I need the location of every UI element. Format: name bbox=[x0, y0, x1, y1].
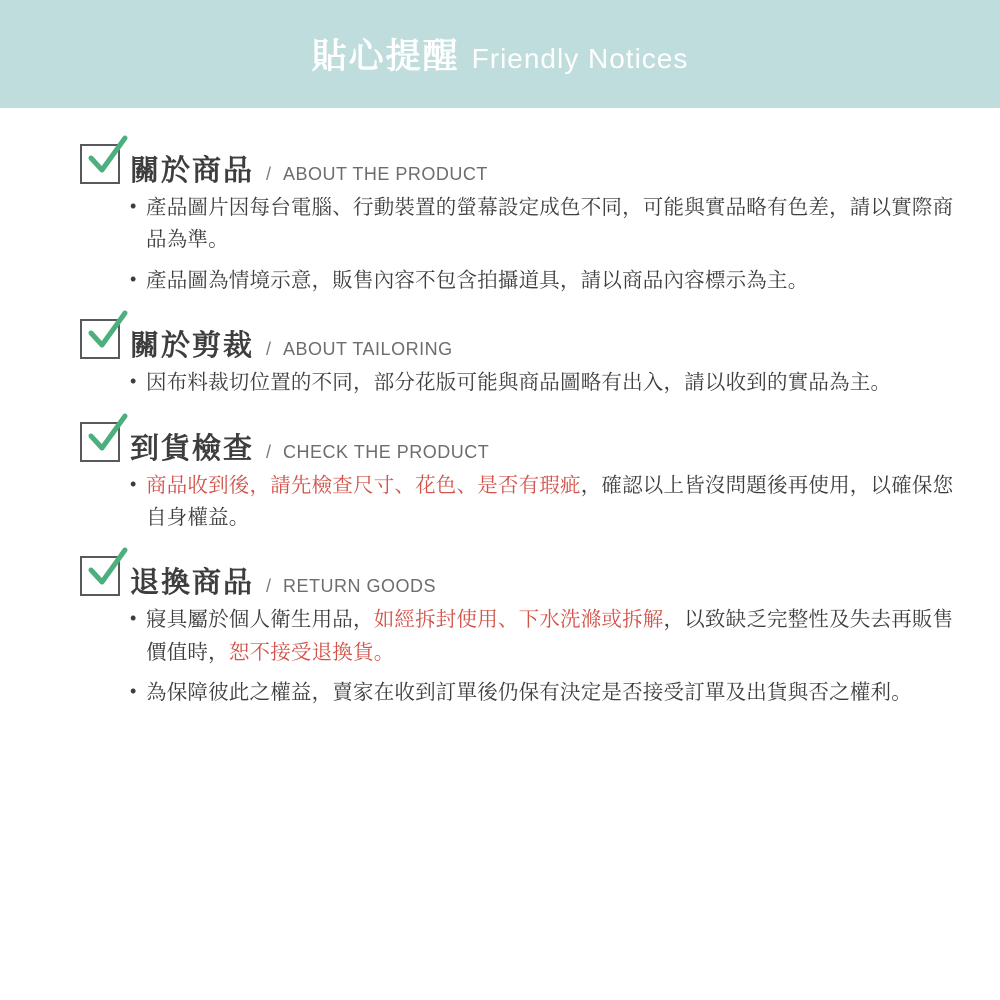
bullet-text: ，確認以上皆沒問題後再使用，以確保您自身權益。 bbox=[146, 473, 954, 529]
notice-section-return bbox=[30, 556, 970, 709]
bullet-text-highlight: 商品收到後，請先檢查尺寸、花色、是否有瑕疵 bbox=[146, 473, 581, 497]
checkbox-checked-icon bbox=[80, 422, 120, 462]
bullet-text-highlight: 如經拆封使用、下水洗滌或拆解 bbox=[373, 608, 664, 632]
list-item bbox=[130, 367, 970, 399]
section-title-zh: 關於商品 bbox=[130, 155, 255, 187]
section-title-zh: 退換商品 bbox=[130, 567, 255, 600]
section-header bbox=[80, 144, 970, 186]
section-header bbox=[80, 319, 970, 361]
bullet-text: 寢具屬於個人衛生用品， bbox=[146, 608, 374, 632]
section-separator: / bbox=[266, 441, 272, 462]
section-header bbox=[80, 422, 970, 464]
checkbox-checked-icon bbox=[80, 556, 120, 596]
notice-section-check bbox=[30, 422, 970, 535]
page-title bbox=[312, 29, 689, 79]
section-title-zh: 關於剪裁 bbox=[130, 330, 255, 363]
checkbox-checked-icon bbox=[80, 319, 120, 359]
bullet-text: 為保障彼此之權益，賣家在收到訂單後仍保有決定是否接受訂單及出貨與否之權利。 bbox=[146, 681, 912, 704]
section-bullet-list bbox=[130, 604, 970, 709]
section-separator: / bbox=[266, 164, 272, 184]
section-bullet-list bbox=[130, 470, 970, 535]
list-item bbox=[130, 192, 970, 257]
bullet-text: 產品圖為情境示意，販售內容不包含拍攝道具，請以商品內容標示為主。 bbox=[146, 268, 809, 292]
section-header bbox=[80, 556, 970, 598]
section-title-en: ABOUT TAILORING bbox=[283, 339, 453, 360]
list-item bbox=[130, 470, 970, 535]
page-title-zh: 貼心提醒 bbox=[311, 37, 460, 76]
bullet-text: 因布料裁切位置的不同，部分花版可能與商品圖略有出入，請以收到的實品為主。 bbox=[146, 371, 892, 395]
list-item bbox=[130, 265, 970, 297]
section-title-en: CHECK THE PRODUCT bbox=[283, 441, 490, 462]
section-separator: / bbox=[266, 576, 272, 597]
bullet-text: ，以致缺乏完整性及失去再販售價值時， bbox=[146, 608, 954, 664]
checkbox-checked-icon bbox=[80, 144, 120, 184]
notice-section-product bbox=[30, 144, 970, 297]
section-bullet-list bbox=[130, 192, 970, 297]
bullet-text-highlight: 恕不接受退換貨。 bbox=[228, 640, 395, 664]
section-title-zh: 到貨檢查 bbox=[130, 432, 255, 465]
section-bullet-list bbox=[130, 367, 970, 399]
list-item bbox=[130, 677, 970, 709]
page-title-en: Friendly Notices bbox=[471, 43, 689, 74]
page-header-band bbox=[0, 0, 1000, 108]
section-title-en: RETURN GOODS bbox=[283, 576, 437, 597]
notices-content bbox=[0, 108, 1000, 709]
list-item bbox=[130, 604, 970, 669]
bullet-text: 產品圖片因每台電腦、行動裝置的螢幕設定成色不同，可能與實品略有色差，請以實際商品為準。 bbox=[146, 196, 954, 252]
section-separator: / bbox=[266, 339, 272, 360]
notice-section-tailoring bbox=[30, 319, 970, 399]
section-title-en: ABOUT THE PRODUCT bbox=[283, 164, 488, 184]
